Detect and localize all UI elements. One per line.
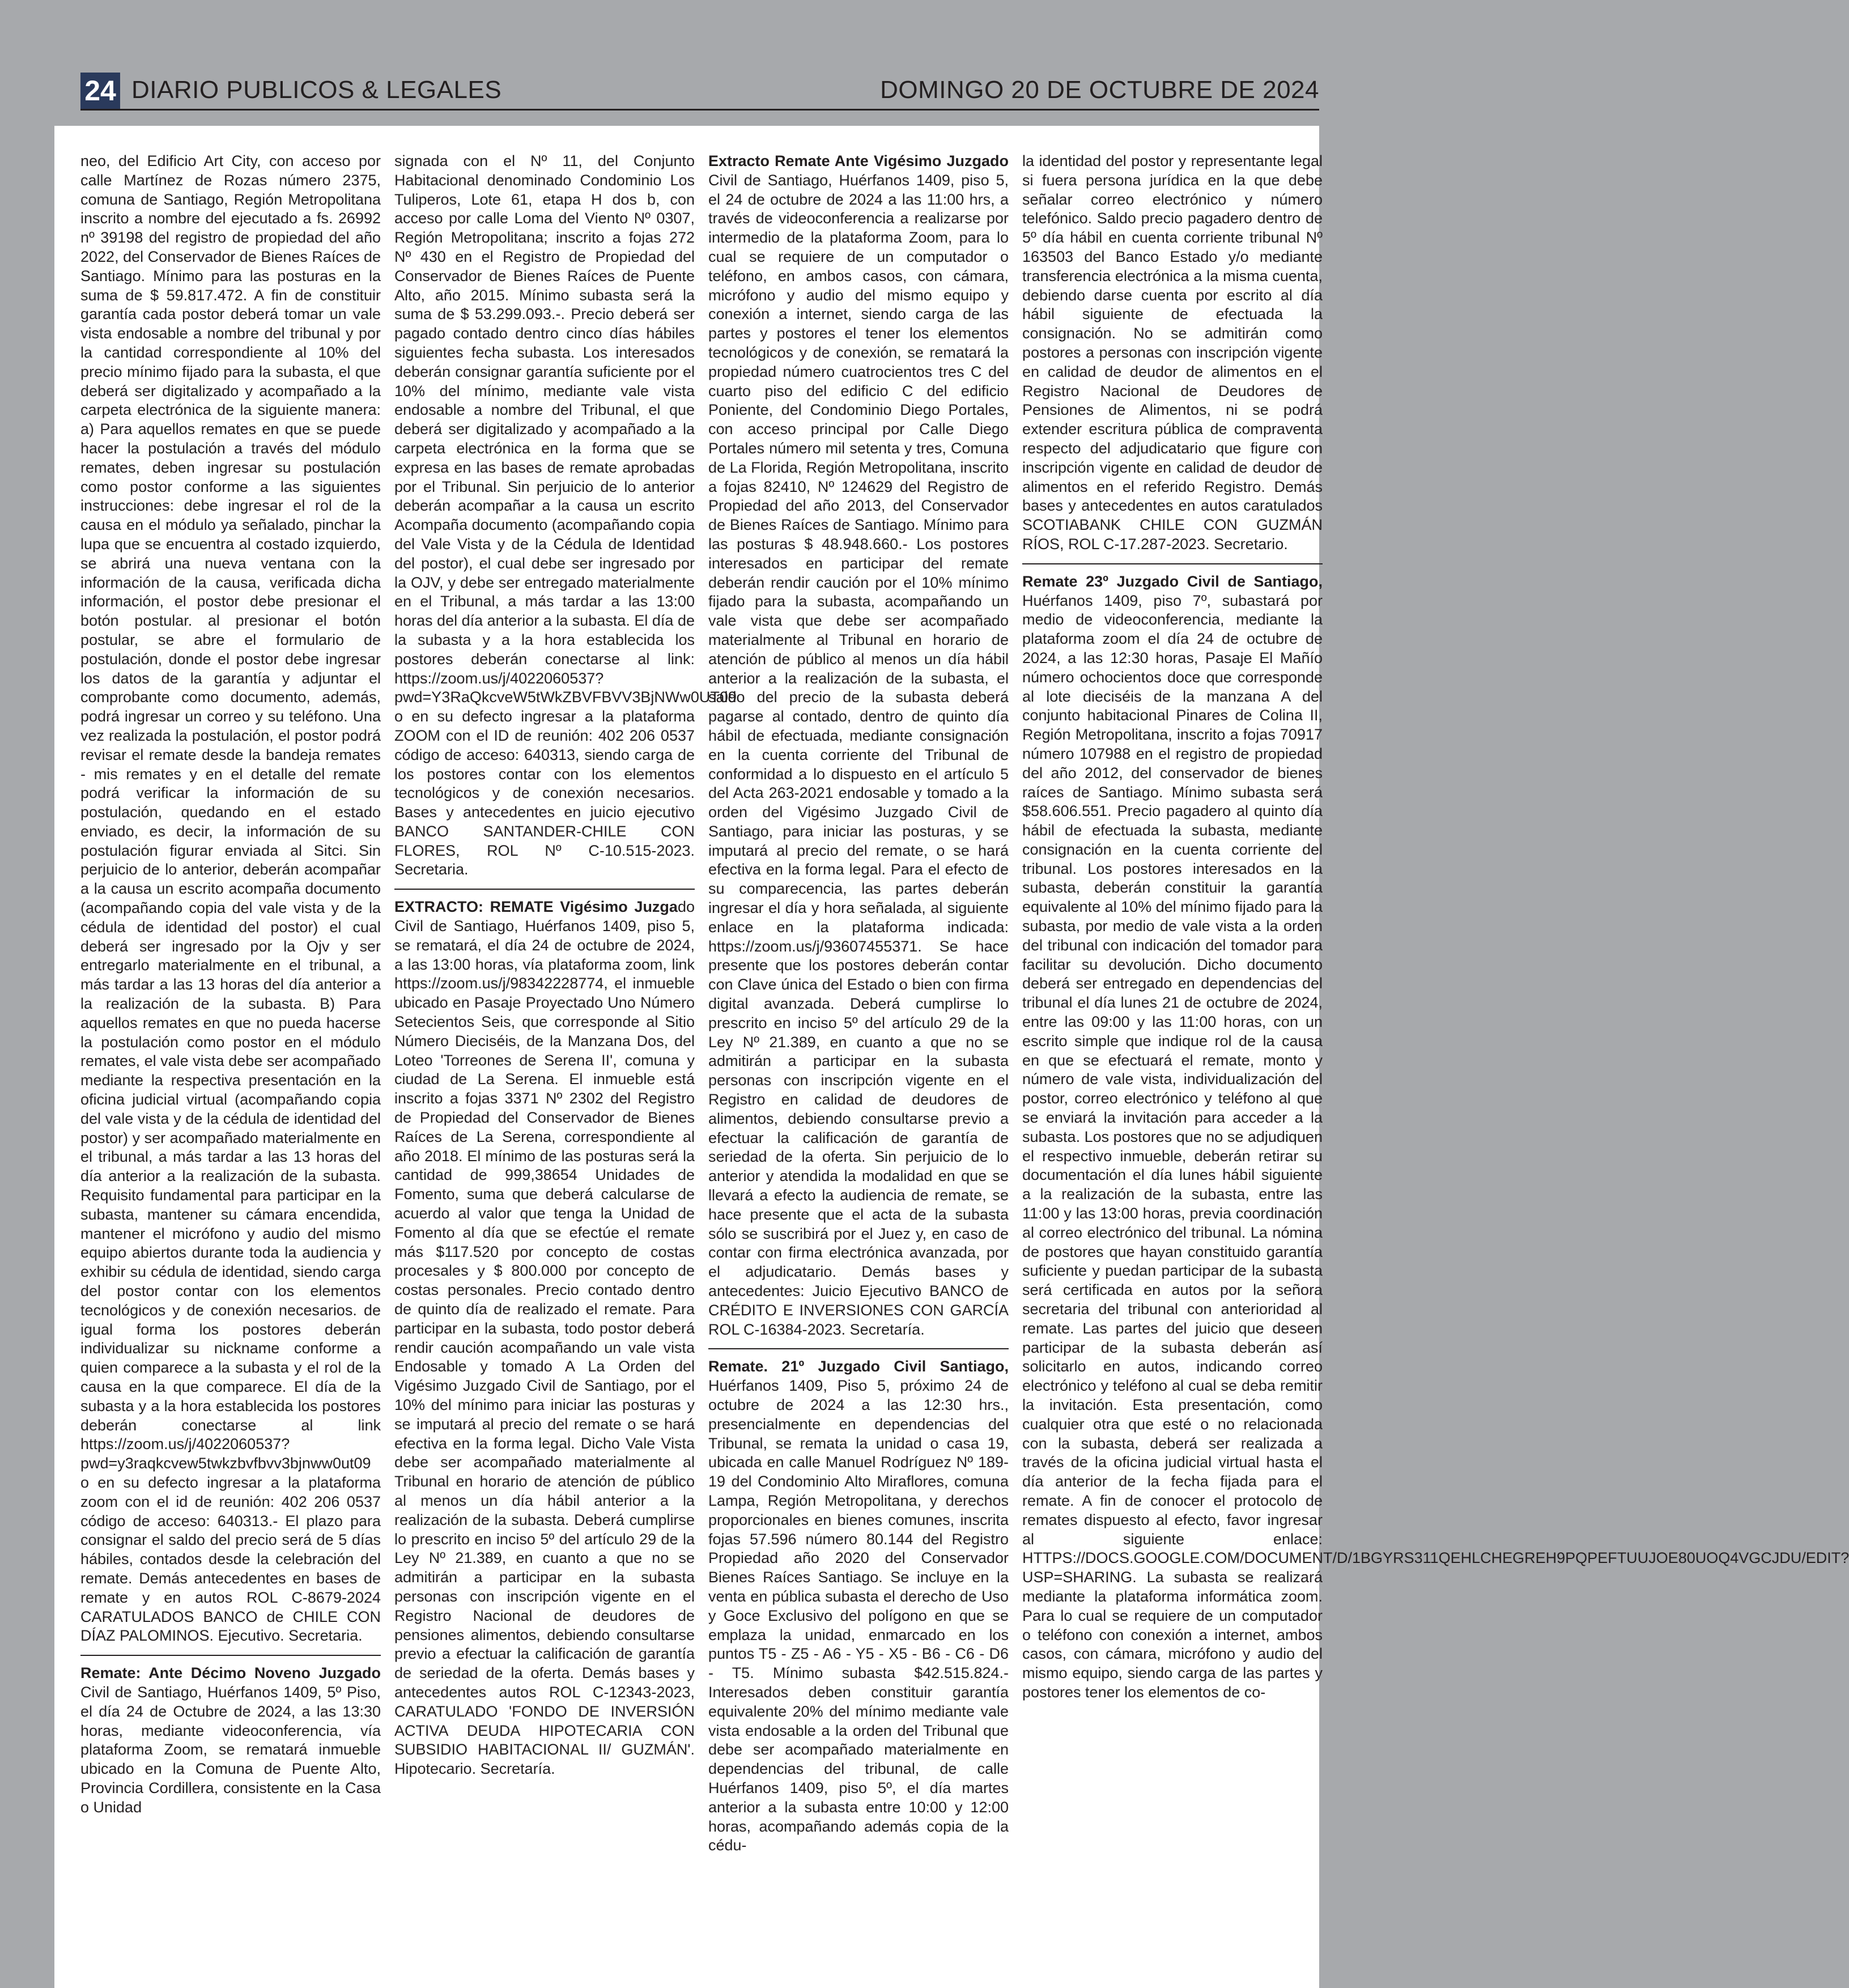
header-rule xyxy=(80,109,1319,111)
issue-date: DOMINGO 20 DE OCTUBRE DE 2024 xyxy=(880,76,1319,104)
notice-text xyxy=(394,152,737,880)
notice-heading: Extracto Remate Ante Vigésimo Juzgado xyxy=(708,152,1009,169)
column-4 xyxy=(1022,152,1849,1982)
notice-separator xyxy=(80,1655,381,1656)
notice-text xyxy=(708,152,1009,1339)
notice-separator xyxy=(394,889,695,890)
notice-body: Civil de Santiago, Huérfanos 1409, piso 5, el 24 de octubre de 2024 a las 11:00 hrs, a través de videoconferencia a realizarse por intermedio de la plataforma Zoom, para lo cual se requiere de un computador o teléfono, en ambos casos, con cámara, micrófono y audio del mismo equipo y conexión a internet, siendo carga de las partes y postores el tener los elementos tecnológicos y de conexión, se rematará la propiedad número cuatrocientos tres C del cuarto piso del edificio C del edificio Poniente, del Condominio Diego Portales, con acceso principal por Calle Diego Portales número mil setenta y tres, Comuna de La Florida, Región Metropolitana, inscrito a fojas 82410, Nº 124629 del Registro de Propiedad del año 2013, del Conservador de Bienes Raíces de Santiago. Mínimo para las posturas $ 48.948.660.- Los postores interesados en participar del remate deberán rendir caución por el 10% mínimo fijado para la subasta, acompañando un vale vista que debe ser acompañado materialmente al Tribunal en horario de atención de público al menos un día hábil anterior a la realización de la subasta, el saldo del precio de la subasta deberá pagarse al contado, dentro de quinto día hábil de efectuada, mediante consignación en la cuenta corriente del Tribunal de conformidad a lo dispuesto en el artículo 5 del Acta 263-2021 endosable y tomado a la orden del Vigésimo Juzgado Civil de Santiago, para iniciar las posturas, y se imputará al precio del remate, o se hará efectiva en la forma legal. Para el efecto de su comparecencia, las partes deberán ingresar el día y hora señalada, al siguiente enlace en la plataforma indicada: https://zoom.us/j/93607455371. Se hace presente que los postores deberán contar con Clave única del Estado o bien con firma digital avanzada. Deberá cumplirse lo prescrito en inciso 5º del artículo 29 de la Ley Nº 21.389, en cuanto a que no se admitirán a participar en la subasta personas con inscripción vigente en el Registro en calidad de deudores de alimentos, debiendo consultarse previo a efectuar la calificación de garantía de seriedad de la oferta. Sin perjuicio de lo anterior y atendida la modalidad en que se llevará a efecto la audiencia de remate, se hace presente que el acta de la subasta sólo se suscribirá por el Juez y, en caso de contar con firma electrónica avanzada, por el adjudicatario. Demás bases y antecedentes: Juicio Ejecutivo BANCO de CRÉDITO E INVERSIONES CON GARCÍA ROL C-16384-2023. Secretaría. xyxy=(708,171,1009,1338)
notice-separator xyxy=(708,1348,1009,1349)
notice-text xyxy=(708,1357,1009,1855)
notice-text xyxy=(394,898,695,1779)
notice-body: la identidad del postor y representante legal si fuera persona jurídica en la que debe señalar correo electrónico y número telefónico. Saldo precio pagadero dentro de 5º día hábil en cuenta corriente tribunal Nº 163503 del Banco Estado y/o mediante transferencia electrónica a la misma cuenta, debiendo darse cuenta por escrito al día hábil siguiente de efectuada la consignación. No se admitirán como postores a personas con inscripción vigente en calidad de deudor de alimentos en el Registro Nacional de Deudores de Pensiones de Alimentos, ni se podrá extender escritura pública de compraventa respecto del adjudicatario que figure con inscripción vigente en calidad de deudor de alimentos en el referido Registro. Demás bases y antecedentes en autos caratulados SCOTIABANK CHILE CON GUZMÁN RÍOS, ROL C-17.287-2023. Secretario. xyxy=(1022,152,1323,553)
classifieds-page xyxy=(54,126,1849,1988)
legal-notice xyxy=(708,1357,1009,1855)
legal-notice xyxy=(394,898,695,1779)
notice-heading: Remate. 21º Juzgado Civil Santiago, xyxy=(708,1358,1009,1375)
notice-body: Huérfanos 1409, piso 7º, subastará por medio de videoconferencia, mediante la plataforma zoom el día 24 de octubre de 2024, a las 12:30 horas, Pasaje El Mañío número ochocientos doce que corresponde al lote dieciséis de la manzana A del conjunto habitacional Pinares de Colina II, Región Metropolitana, inscrito a fojas 70917 número 107988 en el registro de propiedad del año 2012, del conservador de bienes raíces de Santiago. Mínimo subasta será $58.606.551. Precio pagadero al quinto día hábil de efectuada la subasta, mediante consignación en la cuenta corriente del tribunal. Los postores interesados en la subasta, deberán constituir la garantía equivalente al 10% del mínimo fijado para la subasta, por medio de vale vista a la orden del tribunal con indicación del tomador para facilitar su devolución. Dicho documento deberá ser entregado en dependencias del tribunal el día lunes 21 de octubre de 2024, entre las 09:00 y las 11:00 horas, con un escrito simple que indique rol de la causa en que se efectuará el remate, monto y número de vale vista, individualización del postor, correo electrónico y teléfono al que se enviará la invitación para acceder a la subasta. Los postores que no se adjudiquen el respectivo inmueble, deberán retirar su documentación el día lunes hábil siguiente a la realización de la subasta, entre las 11:00 y las 13:00 horas, previa coordinación al correo electrónico del tribunal. La nómina de postores que hayan constituido garantía suficiente y puedan participar de la subasta será certificada en autos por la señora secretaria del tribunal con anterioridad al remate. Las partes del juicio que deseen participar de la subasta deberán así solicitarlo en autos, indicando correo electrónico y teléfono al cual se deba remitir la invitación. Esta presentación, como cualquier otra que esté o no relacionada con la subasta, deberá ser realizada a través de la oficina judicial virtual hasta el día anterior de la fecha fijada para el remate. A fin de conocer el protocolo de remates dispuesto al efecto, favor ingresar al siguiente enlace: HTTPS://DOCS.GOOGLE.COM/DOCUMENT/D/1BGYRS311QEHLCHEGREH9PQPEFTUUJOE80UOQ4VGCJDU/EDIT?USP=SHARING. La subasta se realizará mediante la plataforma informática zoom. Para lo cual se requiere de un computador o teléfono con conexión a internet, ambos casos, con cámara, micrófono y audio del mismo equipo, siendo carga de las partes y postores tener los elementos de co- xyxy=(1022,592,1849,1701)
notice-text xyxy=(1022,572,1849,1702)
legal-notice xyxy=(80,1664,381,1817)
notice-heading: Remate 23º Juzgado Civil de Santiago, xyxy=(1022,572,1323,590)
newspaper-title: DIARIO PUBLICOS & LEGALES xyxy=(131,76,502,104)
notice-text xyxy=(80,152,381,1646)
legal-notice xyxy=(1022,152,1323,554)
notice-body: Civil de Santiago, Huérfanos 1409, 5º Piso, el día 24 de Octubre de 2024, a las 13:30 horas, mediante videoconferencia, vía plataforma Zoom, se rematará inmueble ubicado en la Comuna de Puente Alto, Provincia Cordillera, consistente en la Casa o Unidad xyxy=(80,1683,381,1816)
column-2 xyxy=(394,152,737,1982)
notice-body: neo, del Edificio Art City, con acceso por calle Martínez de Rozas número 2375, comuna de Santiago, Región Metropolitana inscrito a nombre del ejecutado a fs. 26992 nº 39198 del registro de propiedad del año 2022, del Conservador de Bienes Raíces de Santiago. Mínimo para las posturas en la suma de $ 59.817.472. A fin de constituir garantía cada postor deberá tomar un vale vista endosable a nombre del tribunal y por la cantidad correspondiente al 10% del precio mínimo fijado para la subasta, el que deberá ser digitalizado y acompañado a la carpeta electrónica de la siguiente manera: a) Para aquellos remates en que se puede hacer la postulación a través del módulo remates, deben ingresar su postulación como postor conforme a las siguientes instrucciones: debe ingresar el rol de la causa en el módulo ya señalado, pinchar la lupa que se encuentra al costado izquierdo, se abrirá una nueva ventana con la información de la causa, verificada dicha información, el postor debe presionar el botón postular. al presionar el botón postular, se abre el formulario de postulación, donde el postor debe ingresar los datos de la garantía y adjuntar el comprobante como documento, además, podrá ingresar un correo y su teléfono. Una vez realizada la postulación, el postor podrá revisar el remate desde la bandeja remates - mis remates y en el detalle del remate podrá verificar la información de su postulación, quedando en el estado enviado, es decir, la información de su postulación figurar enviada al Sitci. Sin perjuicio de lo anterior, deberán acompañar a la causa un escrito acompaña documento (acompañando copia del vale vista y de la cédula de identidad del postor) el cual deberá ser ingresado por la Ojv y ser entregarlo materialmente en el tribunal, a más tardar a las 13 horas del día anterior a la realización de la subasta. B) Para aquellos remates en que no pueda hacerse la postulación como postor en el módulo remates, el vale vista debe ser acompañado mediante la respectiva presentación en la oficina judicial virtual (acompañando copia del vale vista y de la cédula de identidad del postor) y ser acompañado materialmente en el tribunal, a más tardar a las 13 horas del día anterior a la realización de la subasta. Requisito fundamental para participar en la subasta, mantener su cámara encendida, mantener el micrófono y audio del mismo equipo abiertos durante toda la audiencia y exhibir su cédula de identidad, siendo carga del postor contar con los elementos tecnológicos y de conexión necesarios. de igual forma los postores deberán individualizar su nickname conforme a quien comparece a la subasta y el rol de la causa en la que comparece. El día de la subasta y a la hora establecida los postores deberán conectarse al link https://zoom.us/j/4022060537?pwd=y3raqkcvew5twkzbvfbvv3bjnww0ut09 o en su defecto ingresar a la plataforma zoom con el id de reunión: 402 206 0537 código de acceso: 640313.- El plazo para consignar el saldo del precio será de 5 días hábiles, contados desde la celebración del remate. Demás antecedentes en bases de remate y en autos ROL C-8679-2024 CARATULADOS BANCO de CHILE CON DÍAZ PALOMINOS. Ejecutivo. Secretaria. xyxy=(80,152,381,1645)
notice-text xyxy=(1022,152,1323,554)
notice-text xyxy=(80,1664,381,1817)
legal-notice xyxy=(708,152,1009,1339)
notice-heading: Remate: Ante Décimo Noveno Juzgado xyxy=(80,1664,381,1682)
column-3 xyxy=(708,152,1009,1982)
legal-notice xyxy=(394,152,737,880)
page-number: 24 xyxy=(80,73,120,109)
notice-body: do Civil de Santiago, Huérfanos 1409, piso 5, se rematará, el día 24 de octubre de 2024, a las 13:00 horas, vía plataforma zoom, link https://zoom.us/j/98342228774, el inmueble ubicado en Pasaje Proyectado Uno Número Setecientos Seis, que corresponde al Sitio Número Dieciséis, de la Manzana Dos, del Loteo 'Torreones de Serena II', comuna y ciudad de La Serena. El inmueble está inscrito a fojas 3371 Nº 2302 del Registro de Propiedad del Conservador de Bienes Raíces de La Serena, correspondiente al año 2018. El mínimo de las posturas será la cantidad de 999,38654 Unidades de Fomento, suma que deberá calcularse de acuerdo al valor que tenga la Unidad de Fomento al día que se efectúe el remate más $117.520 por concepto de costas procesales y $ 800.000 por concepto de costas personales. Precio contado dentro de quinto día de realizado el remate. Para participar en la subasta, todo postor deberá rendir caución acompañando un vale vista Endosable y tomado A La Orden del Vigésimo Juzgado Civil de Santiago, por el 10% del mínimo para iniciar las posturas y se imputará al precio del remate o se hará efectiva en la forma legal. Dicho Vale Vista debe ser acompañado materialmente al Tribunal en horario de atención de público al menos un día hábil anterior a la realización de la subasta. Deberá cumplirse lo prescrito en inciso 5º del artículo 29 de la Ley Nº 21.389, en cuanto a que no se admitirán a participar en la subasta personas con inscripción vigente en el Registro Nacional de deudores de pensiones alimentos, debiendo consultarse previo a efectuar la calificación de garantía de seriedad de la oferta. Demás bases y antecedentes autos ROL C-12343-2023, CARATULADO 'FONDO DE INVERSIÓN ACTIVA DEUDA HIPOTECARIA CON SUBSIDIO HABITACIONAL II/ GUZMÁN'. Hipotecario. Secretaría. xyxy=(394,898,695,1778)
notice-heading: EXTRACTO: REMATE Vigésimo Juzga xyxy=(394,898,678,916)
notice-body: Huérfanos 1409, Piso 5, próximo 24 de octubre de 2024 a las 12:30 hrs., presencialmente en dependencias del Tribunal, se remata la unidad o casa 19, ubicada en calle Manuel Rodríguez Nº 189-19 del Condominio Alto Miraflores, comuna Lampa, Región Metropolitana, y derechos proporcionales en bienes comunes, inscrita fojas 57.596 número 80.144 del Registro Propiedad año 2020 del Conservador Bienes Raíces Santiago. Se incluye en la venta en pública subasta el derecho de Uso y Goce Exclusivo del polígono en que se emplaza la unidad, enmarcado en los puntos T5 - Z5 - A6 - Y5 - X5 - B6 - C6 - D6 - T5. Mínimo subasta $42.515.824.- Interesados deben constituir garantía equivalente 20% del mínimo mediante vale vista endosable a la orden del Tribunal que debe ser acompañado materialmente en dependencias del tribunal, de calle Huérfanos 1409, piso 5º, el día martes anterior a la subasta entre 10:00 y 12:00 horas, acompañando además copia de la cédu- xyxy=(708,1377,1009,1854)
legal-notice xyxy=(80,152,381,1646)
column-1 xyxy=(80,152,381,1982)
legal-notice xyxy=(1022,572,1849,1702)
notice-separator xyxy=(1022,563,1323,564)
notice-body: signada con el Nº 11, del Conjunto Habitacional denominado Condominio Los Tuliperos, Lote 61, etapa H dos b, con acceso por calle Loma del Viento Nº 0307, Región Metropolitana; inscrito a fojas 272 Nº 430 en el Registro de Propiedad del Conservador de Bienes Raíces de Puente Alto, año 2015. Mínimo subasta será la suma de $ 53.299.093.-. Precio deberá ser pagado contado dentro cinco días hábiles siguientes fecha subasta. Los interesados deberán consignar garantía suficiente por el 10% del mínimo, mediante vale vista endosable a nombre del Tribunal, el que deberá ser digitalizado y acompañado a la carpeta electrónica en la forma que se expresa en las bases de remate aprobadas por el Tribunal. Sin perjuicio de lo anterior deberán acompañar a la causa un escrito Acompaña documento (acompañando copia del Vale Vista y de la Cédula de Identidad del postor), el cual debe ser ingresado por la OJV, y debe ser entregado materialmente en el Tribunal, a más tardar a las 13:00 horas del día anterior a la subasta. El día de la subasta y a la hora establecida los postores deberán conectarse al link: https://zoom.us/j/4022060537?pwd=Y3RaQkcveW5tWkZBVFBVV3BjNWw0UT09 o en su defecto ingresar a la plataforma ZOOM con el ID de reunión: 402 206 0537 código de acceso: 640313, siendo carga de los postores contar con los elementos tecnológicos y de conexión necesarios. Bases y antecedentes en juicio ejecutivo BANCO SANTANDER-CHILE CON FLORES, ROL Nº C-10.515-2023. Secretaria. xyxy=(394,152,737,878)
page-header xyxy=(80,73,1319,109)
